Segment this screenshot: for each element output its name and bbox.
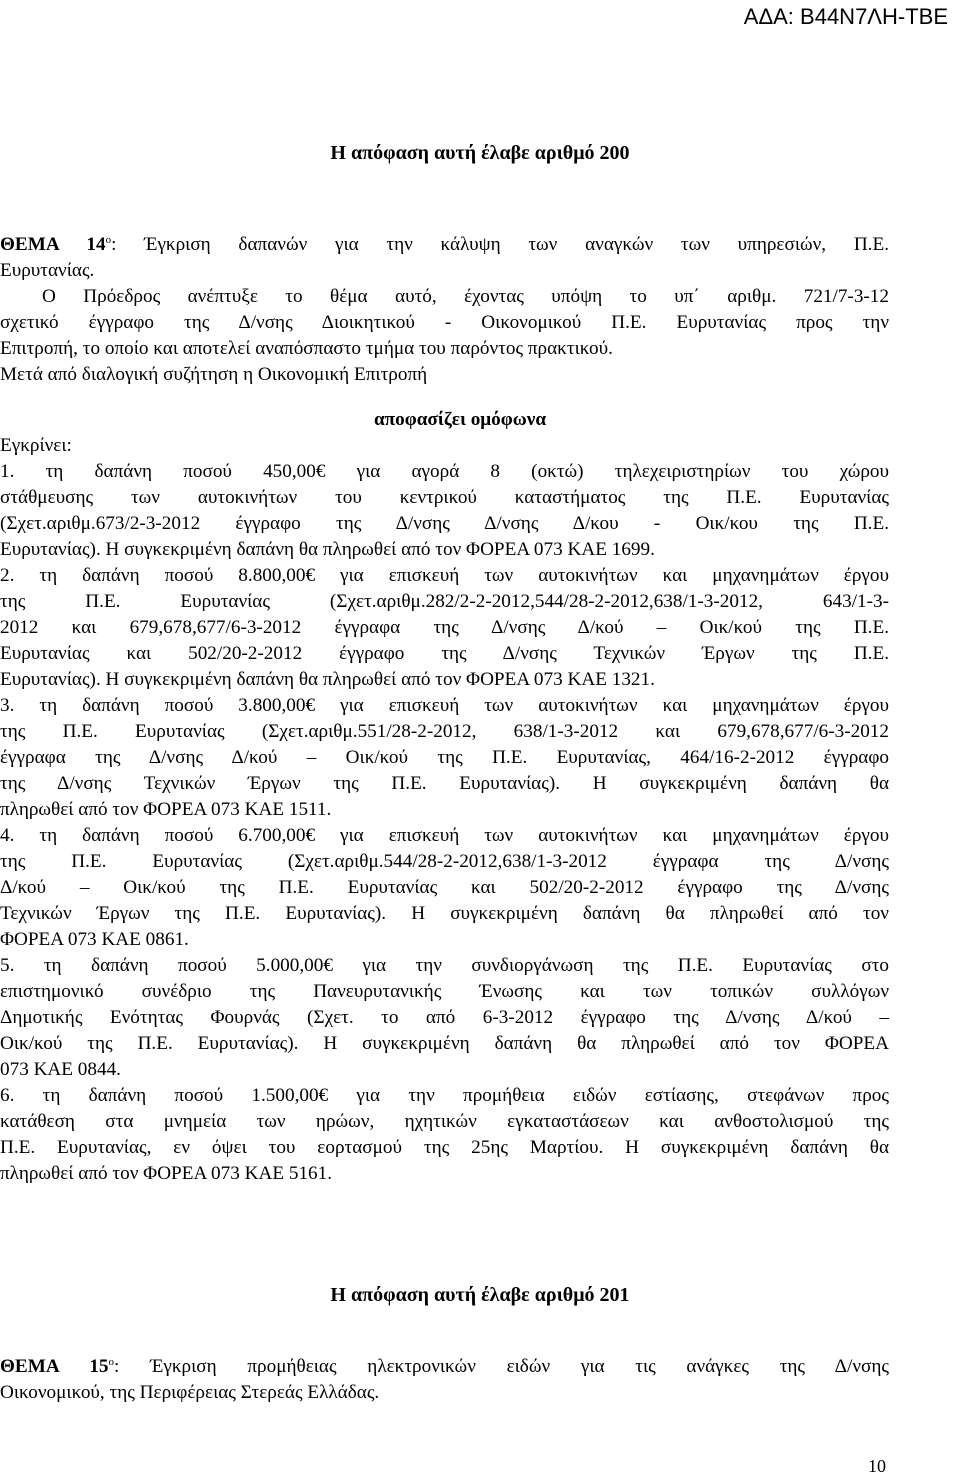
intro-line: Μετά από διαλογική συζήτηση η Οικονομική Επιτροπή bbox=[0, 364, 428, 385]
item-line: της Π.Ε. Ευρυτανίας (Σχετ.αριθμ.544/28-2-2012,638/1-3-2012 έγγραφα της Δ/νσης bbox=[0, 851, 889, 872]
page-number: 10 bbox=[868, 1456, 886, 1476]
ada-code: ΑΔΑ: Β44Ν7ΛΗ-ΤΒΕ bbox=[743, 4, 948, 29]
item-line: της Π.Ε. Ευρυτανίας (Σχετ.αριθμ.282/2-2-2012,544/28-2-2012,638/1-3-2012, 643/1-3- bbox=[0, 591, 889, 612]
item-line: Δ/κού – Οικ/κού της Π.Ε. Ευρυτανίας και 502/20-2-2012 έγγραφο της Δ/νσης bbox=[0, 877, 889, 898]
theme-text: : Έγκριση προμήθειας ηλεκτρονικών ειδών για τις ανάγκες της Δ/νσης bbox=[114, 1356, 889, 1377]
theme-ordinal: ο bbox=[105, 234, 112, 246]
item-line: 1. τη δαπάνη ποσού 450,00€ για αγορά 8 (οκτώ) τηλεχειριστηρίων του χώρου bbox=[0, 461, 889, 482]
decision-200-title: Η απόφαση αυτή έλαβε αριθμό 200 bbox=[330, 142, 630, 164]
item-line: 2012 και 679,678,677/6-3-2012 έγγραφα της Δ/νσης Δ/κού – Οικ/κού της Π.Ε. bbox=[0, 617, 889, 638]
item-line: Ευρυτανίας και 502/20-2-2012 έγγραφο της Δ/νσης Τεχνικών Έργων της Π.Ε. bbox=[0, 643, 889, 664]
item-line: 6. τη δαπάνη ποσού 1.500,00€ για την προμήθεια ειδών εστίασης, στεφάνων προς bbox=[0, 1085, 889, 1106]
item-line: Δημοτικής Ενότητας Φουρνάς (Σχετ. το από 6-3-2012 έγγραφο της Δ/νσης Δ/κού – bbox=[0, 1007, 889, 1028]
item-line: Οικ/κού της Π.Ε. Ευρυτανίας). Η συγκεκριμένη δαπάνη θα πληρωθεί από τον ΦΟΡΕΑ bbox=[0, 1033, 889, 1054]
item-line: κατάθεση στα μνημεία των ηρώων, ηχητικών εγκαταστάσεων και ανθοστολισμού της bbox=[0, 1111, 889, 1132]
item-line: Ευρυτανίας). Η συγκεκριμένη δαπάνη θα πληρωθεί από τον ΦΟΡΕΑ 073 ΚΑΕ 1321. bbox=[0, 669, 655, 690]
decision-201-theme-line-2: Οικονομικού, της Περιφέρειας Στερεάς Ελλάδας. bbox=[0, 1382, 380, 1403]
decides-heading: αποφασίζει ομόφωνα bbox=[373, 409, 547, 430]
approves-label: Εγκρίνει: bbox=[0, 435, 72, 456]
item-line: 5. τη δαπάνη ποσού 5.000,00€ για την συνδιοργάνωση της Π.Ε. Ευρυτανίας στο bbox=[0, 955, 889, 976]
item-line: 073 ΚΑΕ 0844. bbox=[0, 1059, 121, 1080]
item-line: πληρωθεί από τον ΦΟΡΕΑ 073 ΚΑΕ 1511. bbox=[0, 799, 332, 820]
item-line: της Π.Ε. Ευρυτανίας (Σχετ.αριθμ.551/28-2-2012, 638/1-3-2012 και 679,678,677/6-3-2012 bbox=[0, 721, 889, 742]
item-line: στάθμευσης των αυτοκινήτων του κεντρικού καταστήματος της Π.Ε. Ευρυτανίας bbox=[0, 487, 889, 508]
theme-ordinal: ο bbox=[108, 1356, 115, 1368]
theme-label: ΘΕΜΑ 14 bbox=[0, 234, 106, 255]
item-line: (Σχετ.αριθμ.673/2-3-2012 έγγραφο της Δ/νσης Δ/νσης Δ/κου - Οικ/κου της Π.Ε. bbox=[0, 513, 889, 534]
intro-line: Επιτροπή, το οποίο και αποτελεί αναπόσπαστο τμήμα του παρόντος πρακτικού. bbox=[0, 338, 613, 359]
item-line: πληρωθεί από τον ΦΟΡΕΑ 073 ΚΑΕ 5161. bbox=[0, 1163, 333, 1184]
item-line: 4. τη δαπάνη ποσού 6.700,00€ για επισκευή των αυτοκινήτων και μηχανημάτων έργου bbox=[0, 825, 889, 846]
item-line: 3. τη δαπάνη ποσού 3.800,00€ για επισκευή των αυτοκινήτων και μηχανημάτων έργου bbox=[0, 695, 889, 716]
intro-line: Ο Πρόεδρος ανέπτυξε το θέμα αυτό, έχοντας υπόψη το υπ΄ αριθμ. 721/7-3-12 bbox=[42, 286, 889, 307]
item-line: της Δ/νσης Τεχνικών Έργων της Π.Ε. Ευρυτανίας). Η συγκεκριμένη δαπάνη θα bbox=[0, 773, 889, 794]
theme-label: ΘΕΜΑ 15 bbox=[0, 1356, 109, 1377]
item-line: επιστημονικό συνέδριο της Πανευρυτανικής Ένωσης και των τοπικών συλλόγων bbox=[0, 981, 889, 1002]
item-line: ΦΟΡΕΑ 073 ΚΑΕ 0861. bbox=[0, 929, 189, 950]
decision-200-theme-line-2: Ευρυτανίας. bbox=[0, 260, 95, 281]
theme-text: : Έγκριση δαπανών για την κάλυψη των αναγκών των υπηρεσιών, Π.Ε. bbox=[111, 234, 889, 255]
decision-200-theme-line bbox=[0, 233, 889, 257]
item-line: έγγραφα της Δ/νσης Δ/κού – Οικ/κού της Π.Ε. Ευρυτανίας, 464/16-2-2012 έγγραφο bbox=[0, 747, 889, 768]
item-line: Τεχνικών Έργων της Π.Ε. Ευρυτανίας). Η συγκεκριμένη δαπάνη θα πληρωθεί από τον bbox=[0, 903, 889, 924]
item-line: Ευρυτανίας). Η συγκεκριμένη δαπάνη θα πληρωθεί από τον ΦΟΡΕΑ 073 ΚΑΕ 1699. bbox=[0, 539, 655, 560]
intro-line: σχετικό έγγραφο της Δ/νσης Διοικητικού - Οικονομικού Π.Ε. Ευρυτανίας προς την bbox=[0, 312, 889, 333]
decision-201-theme-line bbox=[0, 1355, 889, 1379]
item-line: 2. τη δαπάνη ποσού 8.800,00€ για επισκευή των αυτοκινήτων και μηχανημάτων έργου bbox=[0, 565, 889, 586]
item-line: Π.Ε. Ευρυτανίας, εν όψει του εορτασμού της 25ης Μαρτίου. Η συγκεκριμένη δαπάνη θα bbox=[0, 1137, 889, 1158]
decision-201-title: Η απόφαση αυτή έλαβε αριθμό 201 bbox=[330, 1284, 630, 1306]
